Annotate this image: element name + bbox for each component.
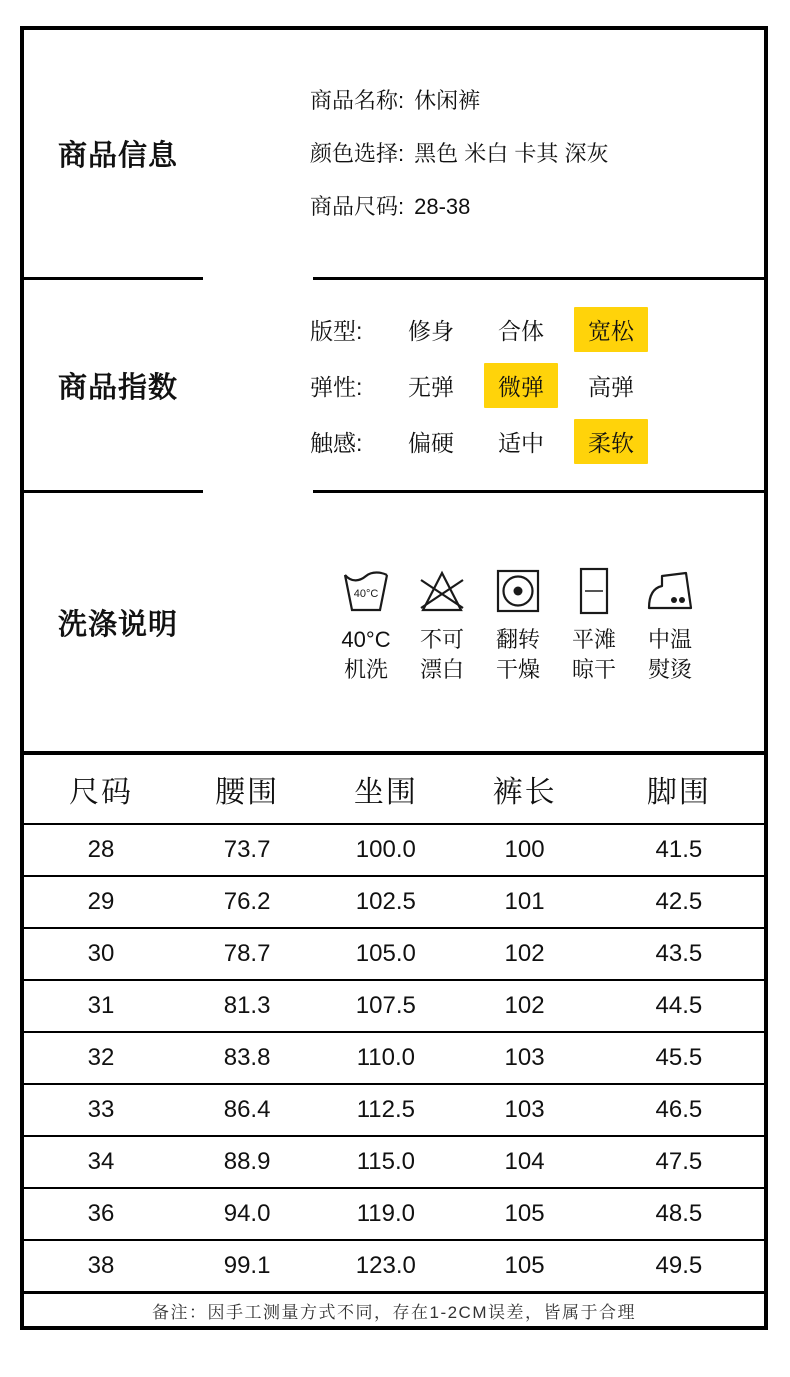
info-row-name bbox=[310, 74, 764, 127]
wash-label-line2: 熨烫 bbox=[647, 656, 692, 682]
table-cell: 119.0 bbox=[316, 1188, 455, 1240]
section-washing bbox=[24, 493, 764, 751]
spec-option: 无弹 bbox=[408, 373, 454, 400]
section-product-info bbox=[24, 30, 764, 277]
wash-label-line1: 中温 bbox=[647, 627, 692, 653]
table-row bbox=[24, 1188, 764, 1240]
table-cell: 32 bbox=[24, 1032, 178, 1084]
table-cell: 78.7 bbox=[178, 928, 316, 980]
section-label-product-info: 商品信息 bbox=[58, 140, 179, 172]
table-cell: 105.0 bbox=[316, 928, 455, 980]
spec-label: 版型: bbox=[310, 317, 363, 344]
table-cell: 102 bbox=[455, 928, 593, 980]
table-cell: 100.0 bbox=[316, 824, 455, 876]
wash-item-tumble-dry bbox=[486, 566, 550, 683]
page-frame bbox=[20, 26, 768, 1330]
table-cell: 41.5 bbox=[594, 824, 764, 876]
info-row-color bbox=[310, 127, 764, 180]
table-cell: 30 bbox=[24, 928, 178, 980]
tumble-dry-icon bbox=[493, 566, 543, 616]
section-divider bbox=[24, 490, 764, 493]
table-cell: 100 bbox=[455, 824, 593, 876]
table-cell: 123.0 bbox=[355, 1252, 416, 1279]
spec-option: 适中 bbox=[498, 429, 544, 456]
table-cell: 86.4 bbox=[178, 1084, 316, 1136]
spec-option-selected: 微弹 bbox=[484, 363, 558, 408]
spec-row-fit bbox=[310, 307, 764, 352]
spec-option-selected: 柔软 bbox=[574, 419, 648, 464]
table-cell: 45.5 bbox=[594, 1032, 764, 1084]
wash-label-line2: 漂白 bbox=[419, 656, 464, 682]
spec-option: 偏硬 bbox=[408, 429, 454, 456]
header-cell-size: 尺码 bbox=[24, 753, 178, 824]
table-cell: 107.5 bbox=[316, 980, 455, 1032]
info-value: 黑色 米白 卡其 深灰 bbox=[414, 141, 609, 166]
wash-item-dry-flat bbox=[562, 566, 626, 683]
info-value: 28-38 bbox=[414, 194, 471, 219]
wash-label-line2: 机洗 bbox=[343, 656, 388, 682]
washing-content bbox=[260, 560, 764, 683]
table-row bbox=[24, 1084, 764, 1136]
wash-item-machine-wash bbox=[334, 566, 398, 683]
product-info-content bbox=[260, 74, 764, 233]
spec-label: 触感: bbox=[310, 429, 363, 456]
table-cell: 104 bbox=[455, 1136, 593, 1188]
table-cell: 36 bbox=[24, 1188, 178, 1240]
product-index-content bbox=[260, 296, 764, 475]
size-table-body bbox=[24, 824, 764, 1291]
table-row bbox=[24, 1136, 764, 1188]
table-cell: 43.5 bbox=[594, 928, 764, 980]
table-row bbox=[24, 1240, 764, 1291]
table-cell: 83.8 bbox=[178, 1032, 316, 1084]
no-bleach-icon bbox=[417, 566, 467, 616]
table-cell: 81.3 bbox=[178, 980, 316, 1032]
divider-segment bbox=[24, 277, 203, 280]
table-row bbox=[24, 1032, 764, 1084]
table-cell: 105 bbox=[455, 1188, 593, 1240]
table-cell: 29 bbox=[24, 876, 178, 928]
table-cell: 103 bbox=[455, 1032, 593, 1084]
dry-flat-icon bbox=[569, 566, 619, 616]
table-row bbox=[24, 824, 764, 876]
info-label: 商品名称: bbox=[310, 88, 405, 113]
note-row bbox=[24, 1291, 764, 1326]
table-cell: 44.5 bbox=[594, 980, 764, 1032]
table-cell: 33 bbox=[24, 1084, 178, 1136]
table-cell: 102 bbox=[455, 980, 593, 1032]
table-cell: 99.1 bbox=[223, 1252, 271, 1279]
wash-item-iron-medium bbox=[638, 566, 702, 683]
size-table-header-row bbox=[24, 753, 764, 824]
table-cell: 112.5 bbox=[316, 1084, 455, 1136]
spec-row-touch bbox=[310, 419, 764, 464]
wash-item-no-bleach bbox=[410, 566, 474, 683]
table-cell: 42.5 bbox=[594, 876, 764, 928]
table-cell: 110.0 bbox=[316, 1032, 455, 1084]
table-cell: 115.0 bbox=[316, 1136, 455, 1188]
table-cell: 102.5 bbox=[316, 876, 455, 928]
wash-label-line1: 40°C bbox=[341, 627, 391, 653]
table-row bbox=[24, 980, 764, 1032]
section-label-washing: 洗涤说明 bbox=[58, 608, 179, 641]
wash-label-line2: 干燥 bbox=[495, 656, 540, 682]
wash-label-line2: 晾干 bbox=[571, 656, 616, 682]
section-divider bbox=[24, 277, 764, 280]
divider-segment bbox=[313, 277, 764, 280]
spec-option-selected: 宽松 bbox=[574, 307, 648, 352]
info-label: 商品尺码: bbox=[310, 194, 405, 219]
header-cell-waist: 腰围 bbox=[178, 753, 316, 824]
header-cell-hip: 坐围 bbox=[316, 753, 455, 824]
info-label: 颜色选择: bbox=[310, 141, 405, 166]
spec-option: 合体 bbox=[498, 317, 544, 344]
table-row bbox=[24, 876, 764, 928]
wash-40c-icon bbox=[341, 566, 391, 616]
table-cell: 48.5 bbox=[594, 1188, 764, 1240]
table-cell: 34 bbox=[24, 1136, 178, 1188]
section-label-product-index: 商品指数 bbox=[58, 371, 179, 404]
table-row bbox=[24, 928, 764, 980]
info-row-size bbox=[310, 180, 764, 233]
table-cell: 38 bbox=[87, 1252, 115, 1279]
table-cell: 46.5 bbox=[594, 1084, 764, 1136]
table-cell: 28 bbox=[24, 824, 178, 876]
spec-option: 高弹 bbox=[588, 373, 634, 400]
header-cell-length: 裤长 bbox=[455, 753, 593, 824]
table-cell: 101 bbox=[455, 876, 593, 928]
table-cell: 49.5 bbox=[655, 1252, 703, 1279]
table-cell: 31 bbox=[24, 980, 178, 1032]
spec-option: 修身 bbox=[408, 317, 454, 344]
divider-segment bbox=[313, 490, 764, 493]
wash-label-line1: 不可 bbox=[419, 627, 464, 653]
table-cell: 73.7 bbox=[178, 824, 316, 876]
spec-row-elasticity bbox=[310, 363, 764, 408]
table-cell: 76.2 bbox=[178, 876, 316, 928]
wash-label-line1: 翻转 bbox=[495, 627, 540, 653]
size-table bbox=[24, 751, 764, 1291]
wash-label-line1: 平滩 bbox=[571, 627, 616, 653]
iron-medium-icon bbox=[645, 566, 695, 616]
table-cell: 105 bbox=[504, 1252, 545, 1279]
table-cell: 94.0 bbox=[178, 1188, 316, 1240]
header-cell-leg-opening: 脚围 bbox=[594, 753, 764, 824]
table-cell: 103 bbox=[455, 1084, 593, 1136]
note-text: 备注：因手工测量方式不同，存在1-2CM误差，皆属于合理 bbox=[151, 1302, 636, 1322]
tub-temp-label: 40°C bbox=[353, 588, 379, 601]
section-product-index bbox=[24, 280, 764, 490]
table-cell: 88.9 bbox=[178, 1136, 316, 1188]
wash-items bbox=[310, 560, 764, 683]
table-cell: 47.5 bbox=[594, 1136, 764, 1188]
spec-label: 弹性: bbox=[310, 373, 363, 400]
divider-segment bbox=[24, 490, 203, 493]
info-value: 休闲裤 bbox=[414, 88, 481, 113]
